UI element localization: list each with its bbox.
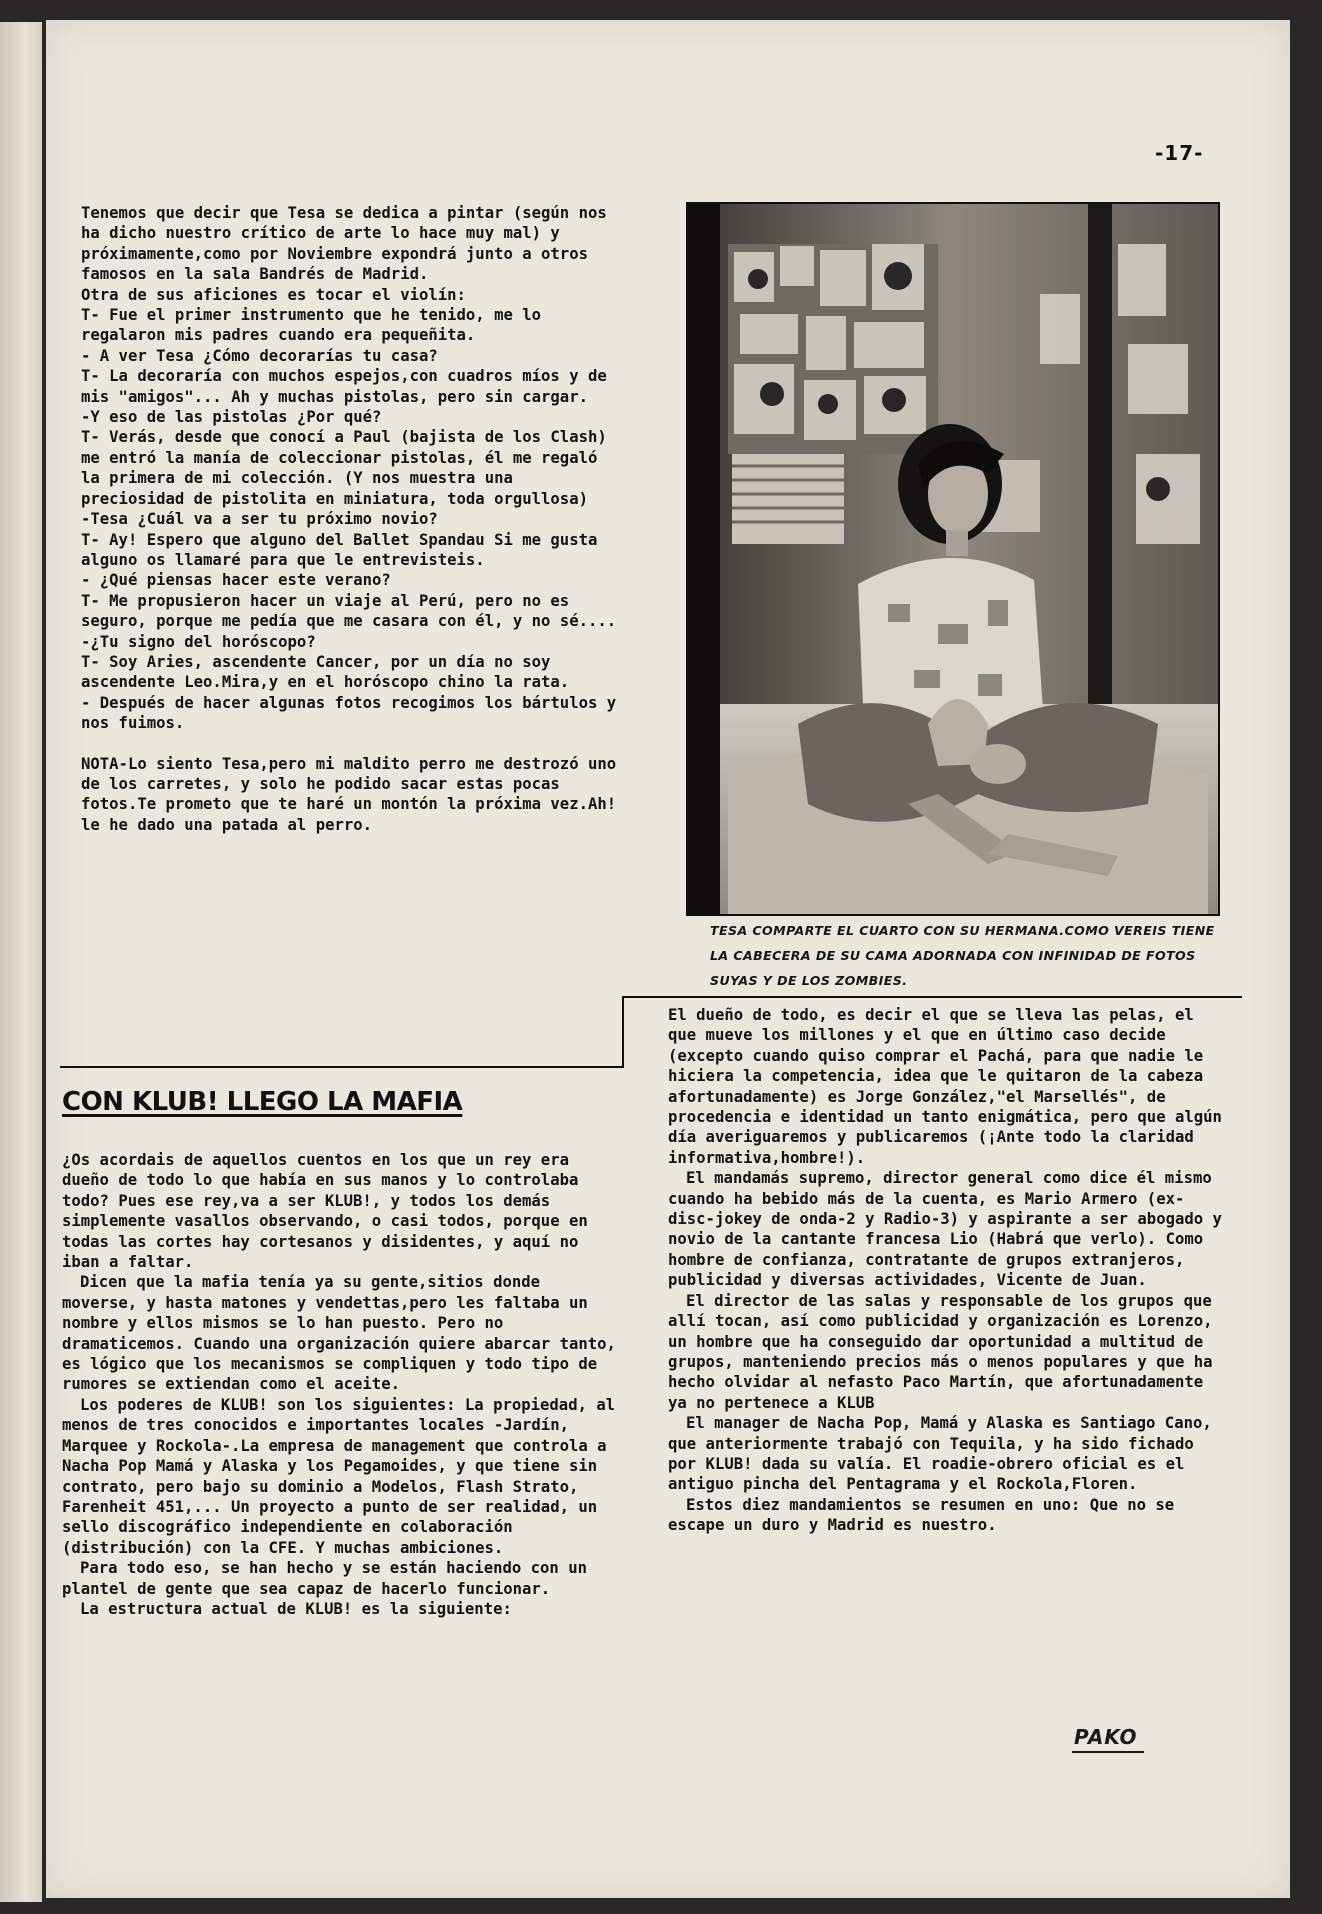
- interview-paragraph: - A ver Tesa ¿Cómo decorarías tu casa?: [81, 346, 438, 365]
- interview-paragraph: Otra de sus aficiones es tocar el violín:: [81, 285, 466, 304]
- interview-paragraph: [81, 734, 621, 754]
- interview-paragraph: NOTA-Lo siento Tesa,pero mi maldito perro me destrozó uno de los carretes, y solo he podido sacar estas pocas fotos.Te prometo que te haré un montón la próxima vez.Ah! le he dado una patada al perro.: [81, 754, 617, 834]
- interview-paragraph: Tenemos que decir que Tesa se dedica a pintar (según nos ha dicho nuestro crítico de arte lo hace muy mal) y próximamente,como por Noviembre expondrá junto a otros famosos en la sala Bandrés de Madrid.: [81, 204, 607, 284]
- article-headline: CON KLUB! LLEGO LA MAFIA: [62, 1087, 463, 1117]
- photo-tesa-bedroom: [686, 202, 1220, 916]
- article-left-column: [62, 1150, 622, 1619]
- article-paragraph: El dueño de todo, es decir el que se lleva las pelas, el que mueve los millones y el que en último caso decide (excepto cuando quiso comprar el Pachá, para que nadie le hiciera la competencia, idea que le quitaron de la cabeza afortunadamente) es Jorge González,"el Marsellés", de procedencia e identidad un tanto enigmática, pero que algún día averiguaremos y publicaremos (¡Ante todo la claridad informativa,hombre!).: [668, 1006, 1222, 1167]
- interview-paragraph: -Y eso de las pistolas ¿Por qué?: [81, 408, 382, 427]
- divider-top: [622, 996, 1242, 998]
- article-paragraph: Estos diez mandamientos se resumen en uno: Que no se escape un duro y Madrid es nuestro.: [668, 1495, 1175, 1535]
- article-paragraph: ¿Os acordais de aquellos cuentos en los que un rey era dueño de todo lo que había en sus manos y lo controlaba todo? Pues ese rey,va a ser KLUB!, y todos los demás simplemente vasallos observando, o casi todos, porque en todas las cortes hay cortesanos y disidentes, y aquí no iban a faltar.: [62, 1151, 588, 1272]
- article-right-column: [668, 1005, 1228, 1536]
- interview-paragraph: T- La decoraría con muchos espejos,con cuadros míos y de mis "amigos"... Ah y muchas pistolas, pero sin cargar.: [81, 367, 607, 406]
- page-number: -17-: [1155, 141, 1204, 165]
- interview-paragraph: T- Soy Aries, ascendente Cancer, por un día no soy ascendente Leo.Mira,y en el horóscopo chino la rata.: [81, 652, 570, 692]
- interview-paragraph: -Tesa ¿Cuál va a ser tu próximo novio?: [81, 510, 438, 529]
- bedroom-photo-illustration: [688, 204, 1218, 914]
- interview-column: [81, 203, 621, 835]
- interview-paragraph: T- Fue el primer instrumento que he tenido, me lo regalaron mis padres cuando era pequeñita.: [81, 306, 542, 345]
- article-paragraph: Para todo eso, se han hecho y se están haciendo con un plantel de gente que sea capaz de hacerlo funcionar.: [62, 1559, 587, 1598]
- divider-vertical: [622, 996, 624, 1068]
- interview-paragraph: T- Ay! Espero que alguno del Ballet Spandau Si me gusta alguno os llamaré para que le entrevisteis.: [81, 530, 598, 569]
- interview-paragraph: T- Me propusieron hacer un viaje al Perú, pero no es seguro, porque me pedía que me casara con él, y no sé....: [81, 591, 617, 631]
- photo-caption: TESA COMPARTE EL CUARTO CON SU HERMANA.COMO VEREIS TIENE LA CABECERA DE SU CAMA ADORNADA CON INFINIDAD DE FOTOS SUYAS Y DE LOS ZOMBIES.: [710, 923, 1215, 988]
- interview-paragraph: - Después de hacer algunas fotos recogimos los bártulos y nos fuimos.: [81, 693, 617, 733]
- article-paragraph: La estructura actual de KLUB! es la siguiente:: [80, 1599, 512, 1618]
- interview-paragraph: T- Verás, desde que conocí a Paul (bajista de los Clash) me entró la manía de coleccionar pistolas, él me regaló la primera de mi colección. (Y nos muestra una preciosidad de pistolita en miniatura, toda orgullosa): [81, 428, 607, 508]
- article-paragraph: Dicen que la mafia tenía ya su gente,sitios donde moverse, y hasta matones y vendettas,pero les faltaba un nombre y ellos mismos se lo han puesto. Pero no dramaticemos. Cuando una organización quiere abarcar tanto, es lógico que los mecanismos se compliquen y todo tipo de rumores se extiendan como el aceite.: [62, 1273, 616, 1394]
- article-paragraph: Los poderes de KLUB! son los siguientes: La propiedad, al menos de tres conocidos e importantes locales -Jardín, Marquee y Rockola-.La empresa de management que controla a Nacha Pop Mamá y Alaska y los Pegamoides, y que tiene sin contrato, pero bajo su dominio a Modelos, Flash Strato, Farenheit 451,... Un proyecto a punto de ser realidad, un sello discográfico independiente en colaboración (distribución) con la CFE. Y muchas ambiciones.: [62, 1395, 616, 1557]
- article-paragraph: El mandamás supremo, director general como dice él mismo cuando ha bebido más de la cuenta, es Mario Armero (ex-disc-jokey de onda-2 y Radio-3) y aspirante a ser abogado y novio de la cantante francesa Lio (Habrá que verlo). Como hombre de confianza, contratante de grupos extranjeros, publicidad y diversas actividades, Vicente de Juan.: [668, 1169, 1222, 1290]
- article-paragraph: El director de las salas y responsable de los grupos que allí tocan, así como publicidad y organización es Lorenzo, un hombre que ha conseguido dar oportunidad a multitud de grupos, manteniendo precios más o menos populares y que ha hecho olvidar al nefasto Paco Martín, que afortunadamente ya no pertenece a KLUB: [668, 1291, 1213, 1412]
- divider-bottom: [60, 1066, 624, 1068]
- interview-paragraph: -¿Tu signo del horóscopo?: [81, 632, 316, 651]
- article-paragraph: El manager de Nacha Pop, Mamá y Alaska es Santiago Cano, que anteriormente trabajó con Tequila, y ha sido fichado por KLUB! dada su valía. El roadie-obrero oficial es el antiguo pincha del Pentagrama y el Rockola,Floren.: [668, 1414, 1212, 1494]
- author-signature: PAKO: [1072, 1725, 1144, 1753]
- binding-spine: [0, 22, 42, 1902]
- interview-paragraph: - ¿Qué piensas hacer este verano?: [81, 571, 391, 590]
- show-through-text: [786, 138, 1174, 158]
